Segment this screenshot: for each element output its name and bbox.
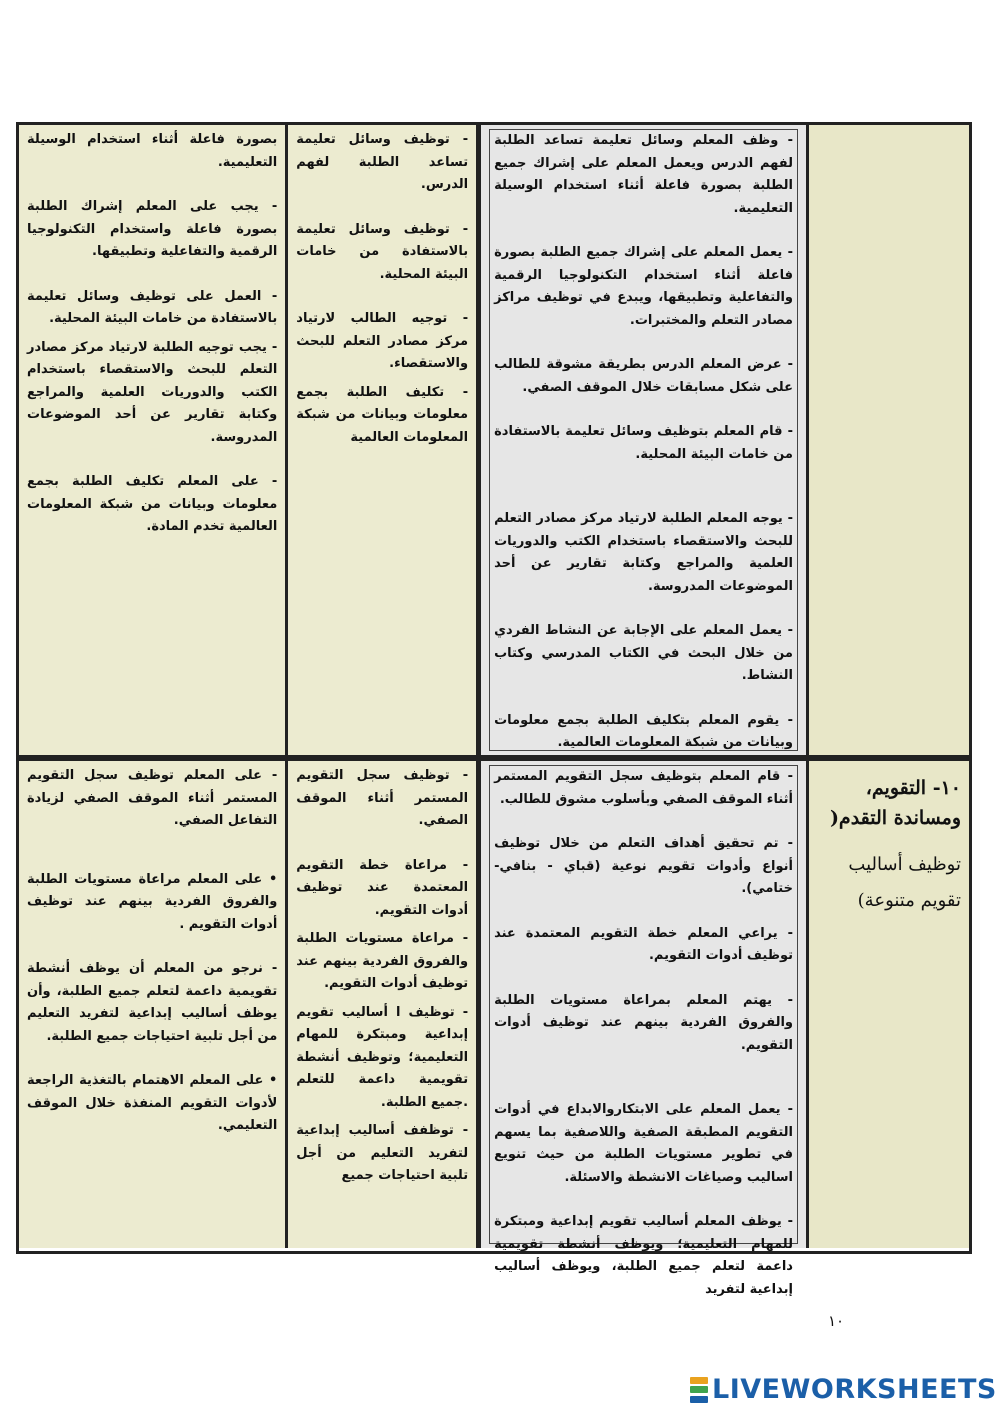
observation-item: - يعمل المعلم على الابتكاروالابداع في أدوات التقويم المطبقة الصفية واللاصفية بما يسهم في تطوير مستويات الطلبة من حيث تنويع اساليب وصياغات الانشطة والاسئلة. (494, 1102, 793, 1185)
strength-item: - تكليف الطلبة بجمع معلومات وبيانات من شبكة المعلومات العالمية (296, 384, 469, 445)
observation-item: - يراعي المعلم خطة التقويم المعتمدة عند توظيف أدوات التقويم. (494, 925, 793, 963)
strength-item: - توظيف ا أساليب تقويم إبداعية ومبتكرة للمهام التعليمية؛ وتوظيف أنشطة تقويمية داعمة للتعلم .جميع الطلبة. (296, 1004, 469, 1110)
strength-item: - مراعاة مستويات الطلبة والفروق الفردية بينهم عند توظيف أدوات التقويم. (296, 931, 469, 991)
recommendation-item: - على المعلم تكليف الطلبة بجمع معلومات وبيانات من شبكة المعلومات العالمية تخدم المادة. (27, 474, 278, 534)
liveworksheets-logo[interactable] (690, 1374, 997, 1405)
topic-subtitle: توظيف أساليب تقويم متنوعة) (848, 854, 961, 911)
recommendation-item: بصورة فاعلة أثناء استخدام الوسيلة التعليمية. (27, 132, 278, 170)
strength-item: - توظيف وسائل تعليمة تساعد الطلبة لفهم الدرس. (296, 132, 469, 192)
observation-item: - وظف المعلم وسائل تعليمة تساعد الطلبة لفهم الدرس ويعمل المعلم على إشراك جميع الطلبة بصورة فاعلة أثناء استخدام الوسيلة التعليمية. (494, 133, 793, 216)
recommendation-item: • على المعلم الاهتمام بالتغذية الراجعة لأدوات التقويم المنفذة خلال الموقف التعليمي. (27, 1073, 278, 1133)
observation-item: - تم تحقيق أهداف التعلم من خلال توظيف أنواع وأدوات تقويم نوعية (قباي - بنافي- ختامي). (494, 836, 793, 896)
evaluation-table (16, 122, 972, 1297)
observation-item: - قام المعلم بتوظيف وسائل تعليمة بالاستفادة من خامات البيئة المحلية. (494, 424, 793, 462)
table-row (19, 125, 969, 755)
observation-item: - يعمل المعلم على إشراك جميع الطلبة بصورة فاعلة أثناء استخدام التكنولوجيا الرقمية والتفاعلية وتطبيقها، ويبدع في توظيف مراكز مصادر التعلم والمختبرات. (494, 245, 793, 328)
observation-item: - عرض المعلم الدرس بطريقة مشوقة للطالب على شكل مسابقات خلال الموقف الصفي. (494, 357, 793, 395)
recommendations-cell (19, 761, 285, 1248)
logo-icon (690, 1377, 708, 1403)
observation-item: - يوجه المعلم الطلبة لارتياد مركز مصادر التعلم للبحث والاستقصاء باستخدام الكتب والدوريات العلمية والمراجع وكتابة تقارير عن أحد الموضوعات المدروسة. (494, 511, 793, 594)
observations-cell (476, 761, 806, 1297)
topic-cell (806, 125, 969, 755)
logo-text: LIVEWORKSHEETS (712, 1374, 997, 1405)
observation-item: - قام المعلم بتوظيف سجل التقويم المستمر أثناء الموقف الصفي وبأسلوب مشوق للطالب. (494, 769, 793, 807)
strength-item: - توجيه الطالب لارتياد مركز مصادر التعلم للبحث والاستقصاء. (296, 311, 469, 371)
topic-cell (806, 761, 969, 1248)
observations-cell (476, 125, 806, 755)
observation-item: - يعمل المعلم على الإجابة عن النشاط الفردي من خلال البحث في الكتاب المدرسي وكتاب النشاط. (494, 623, 793, 683)
strength-item: - توظيف وسائل تعليمة بالاستفادة من خامات البيئة المحلية. (296, 221, 469, 282)
recommendation-item: • على المعلم مراعاة مستويات الطلبة والفروق الفردية بينهم عند توظيف أدوات التقويم . (27, 871, 278, 932)
page-number: ١٠ (828, 1312, 845, 1330)
recommendations-cell (19, 125, 285, 755)
strengths-cell (285, 125, 476, 755)
recommendation-item: - يجب توجيه الطلبة لارتياد مركز مصادر التعلم للبحث والاستقصاء باستخدام الكتب والدوريات العلمية والمراجع وكتابة تقارير عن أحد الموضوعات المدروسة. (27, 339, 278, 445)
table-row (19, 761, 969, 1297)
observation-item: - يوظف المعلم أساليب تقويم إبداعية ومبتكرة للمهام التعليمية؛ ويوظف أنشطة تقويمية داعمة لتعلم جميع الطلبة، ويوظف أساليب إبداعية لتفريد (494, 1214, 793, 1297)
observation-item: - يقوم المعلم بتكليف الطلبة بجمع معلومات وبيانات من شبكة المعلومات العالمية. (494, 712, 793, 750)
recommendation-item: - نرجو من المعلم أن يوظف أنشطة تقويمية داعمة لتعلم جميع الطلبة، وأن يوظف أساليب إبداعية لتفريد التعليم من أجل تلبية احتياجات جميع الطلبة. (27, 961, 278, 1044)
strength-item: - مراعاة خطة التقويم المعتمدة عند توظيف أدوات التقويم. (296, 857, 469, 918)
recommendation-item: - على المعلم توظيف سجل التقويم المستمر أثناء الموقف الصفي لزيادة التفاعل الصفي. (27, 768, 278, 828)
recommendation-item: - يجب على المعلم إشراك الطلبة بصورة فاعلة واستخدام التكنولوجيا الرقمية والتفاعلية وتطبيقها. (27, 199, 278, 259)
recommendation-item: - العمل على توظيف وسائل تعليمة بالاستفادة من خامات البيئة المحلية. (27, 288, 278, 326)
strengths-cell (285, 761, 476, 1248)
strength-item: - توظيف سجل التقويم المستمر أثناء الموقف الصفي. (296, 768, 469, 828)
topic-title: ١٠- التقويم، ومساندة التقدم( (829, 777, 961, 829)
observation-item: - يهتم المعلم بمراعاة مستويات الطلبة والفروق الفردية بينهم عند توظيف أدوات التقويم. (494, 992, 793, 1053)
strength-item: - توظفف أساليب إبداعية لتفريد التعليم من أجل تلبية احتياجات جميع (296, 1123, 469, 1183)
